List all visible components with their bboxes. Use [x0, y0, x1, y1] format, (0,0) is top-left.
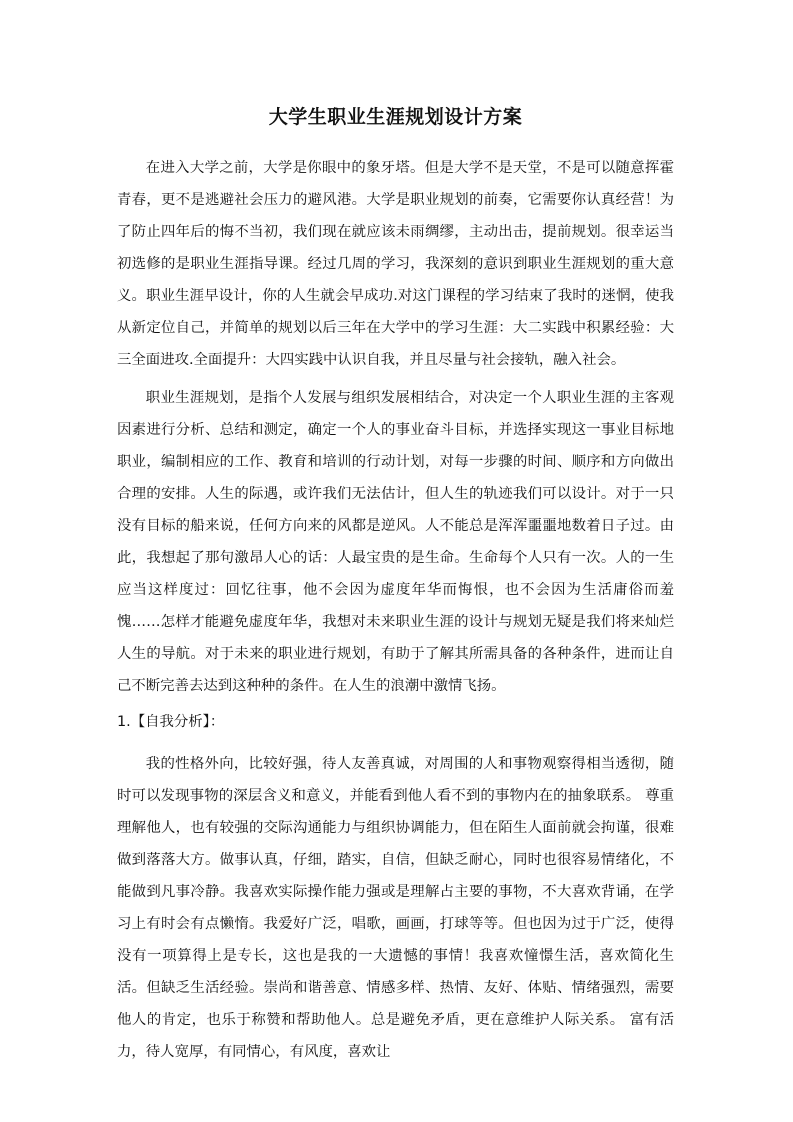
career-planning-paragraph: 职业生涯规划，是指个人发展与组织发展相结合，对决定一个人职业生涯的主客观因素进行分析、总结和测定，确定一个人的事业奋斗目标，并选择实现这一事业目标地职业，编制相应的工作、教育和培训的行动计划，对每一步骤的时间、顺序和方向做出合理的安排。人生的际遇，或许我们无法估计，但人生的轨迹我们可以设计。对于一只没有目标的船来说，任何方向来的风都是逆风。人不能总是浑浑噩噩地数着日子过。由此，我想起了那句激昂人心的话：人最宝贵的是生命。生命每个人只有一次。人的一生应当这样度过：回忆往事，他不会因为虚度年华而悔恨，也不会因为生活庸俗而羞愧……怎样才能避免虚度年华，我想对未来职业生涯的设计与规划无疑是我们将来灿烂人生的导航。对于未来的职业进行规划，有助于了解其所需具备的各种条件，进而让自己不断完善去达到这种种的条件。在人生的浪潮中激情飞扬。: [117, 390, 674, 694]
self-analysis-paragraph: 我的性格外向，比较好强，待人友善真诚，对周围的人和事物观察得相当透彻，随时可以发现事物的深层含义和意义，并能看到他人看不到的事物内在的抽象联系。 尊重理解他人，也有较强的交际沟通能力与组织协调能力，但在陌生人面前就会拘谨，很难做到落落大方。做事认真，仔细，踏实，自信，但缺乏耐心，同时也很容易情绪化，不能做到凡事冷静。我喜欢实际操作能力强或是理解占主要的事物，不大喜欢背诵，在学习上有时会有点懒惰。我爱好广泛，唱歌，画画，打球等等。但也因为过于广泛，使得没有一项算得上是专长，这也是我的一大遗憾的事情！我喜欢憧憬生活，喜欢简化生活。但缺乏生活经验。崇尚和谐善意、情感多样、热情、友好、体贴、情绪强烈，需要他人的肯定，也乐于称赞和帮助他人。总是避免矛盾，更在意维护人际关系。 富有活力，待人宽厚，有同情心，有风度，喜欢让: [117, 756, 674, 1060]
document-title: 大学生职业生涯规划设计方案: [268, 106, 523, 128]
section-heading-self-analysis: 1.【自我分析】：: [117, 714, 225, 730]
intro-paragraph: 在进入大学之前，大学是你眼中的象牙塔。但是大学不是天堂，不是可以随意挥霍青春，更不是逃避社会压力的避风港。大学是职业规划的前奏，它需要你认真经营！为了防止四年后的悔不当初，我们现在就应该未雨绸缪，主动出击，提前规划。很幸运当初选修的是职业生涯指导课。经过几周的学习，我深刻的意识到职业生涯规划的重大意义。职业生涯早设计，你的人生就会早成功.对这门课程的学习结束了我时的迷惘，使我从新定位自己，并简单的规划以后三年在大学中的学习生涯：大二实践中积累经验：大三全面进攻.全面提升：大四实践中认识自我，并且尽量与社会接轨，融入社会。: [117, 160, 674, 368]
